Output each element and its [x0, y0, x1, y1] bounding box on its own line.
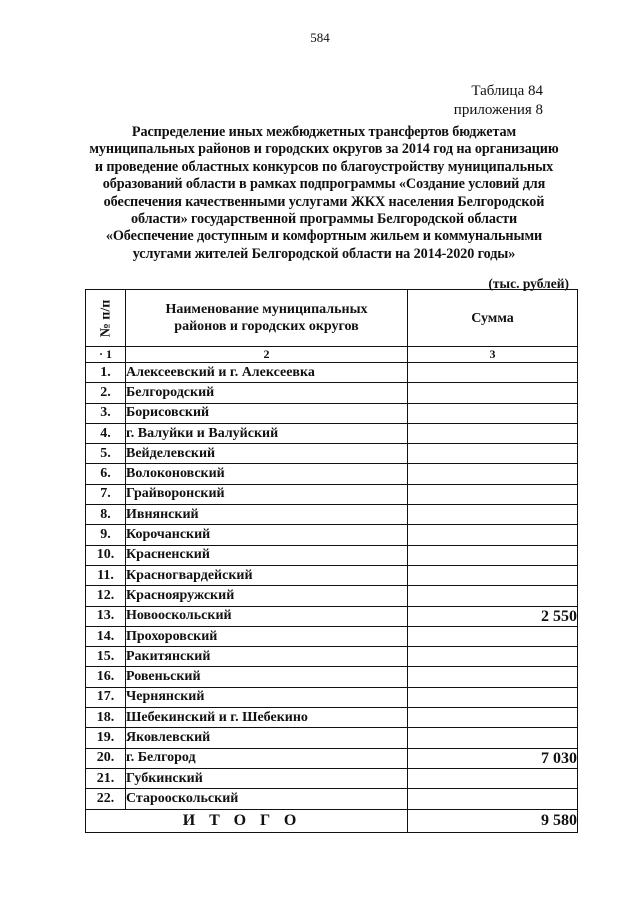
row-number: 19. [86, 728, 126, 748]
row-sum: 7 030 [408, 748, 578, 768]
total-label: ИТОГО [86, 809, 408, 832]
row-name: Яковлевский [126, 728, 408, 748]
table-label-appendix: приложения 8 [453, 102, 543, 118]
row-sum [408, 565, 578, 585]
header-number [86, 290, 126, 347]
row-number: 3. [86, 403, 126, 423]
table-row [86, 423, 578, 443]
row-name: г. Белгород [126, 748, 408, 768]
row-number: 13. [86, 606, 126, 626]
distribution-table [85, 289, 578, 833]
header-name-line2: районов и городских округов [174, 319, 359, 334]
row-sum [408, 484, 578, 504]
row-number: 7. [86, 484, 126, 504]
row-name: Вейделевский [126, 444, 408, 464]
table-row [86, 789, 578, 809]
row-name: г. Валуйки и Валуйский [126, 423, 408, 443]
title-line: Распределение иных межбюджетных трансфертов бюджетам [131, 124, 517, 140]
row-name: Ровеньский [126, 667, 408, 687]
table-row [86, 606, 578, 626]
total-row [86, 809, 578, 832]
row-number: 15. [86, 647, 126, 667]
table-row [86, 464, 578, 484]
row-name: Грайворонский [126, 484, 408, 504]
row-number: 8. [86, 505, 126, 525]
row-name: Старооскольский [126, 789, 408, 809]
title-line: «Обеспечение доступным и комфортным жильем и коммунальными [105, 228, 543, 245]
row-name: Губкинский [126, 768, 408, 788]
table-body [86, 363, 578, 810]
title-line: обеспечения качественными услугами ЖКХ населения Белгородской [103, 193, 545, 210]
row-name: Чернянский [126, 687, 408, 707]
row-number: 21. [86, 768, 126, 788]
row-sum [408, 667, 578, 687]
row-sum [408, 464, 578, 484]
table-row [86, 586, 578, 606]
row-number: 4. [86, 423, 126, 443]
header-name-line1: Наименование муниципальных [165, 302, 368, 317]
row-name: Корочанский [126, 525, 408, 545]
row-name: Краснояружский [126, 586, 408, 606]
row-name: Красногвардейский [126, 565, 408, 585]
row-sum [408, 586, 578, 606]
row-sum [408, 403, 578, 423]
title-line: и проведение областных конкурсов по благоустройству муниципальных [94, 158, 554, 175]
row-name: Ракитянский [126, 647, 408, 667]
row-sum [408, 383, 578, 403]
row-sum [408, 525, 578, 545]
table-row [86, 444, 578, 464]
row-sum [408, 363, 578, 383]
page-number: 584 [310, 30, 330, 45]
row-name: Алексеевский и г. Алексеевка [126, 363, 408, 383]
row-sum [408, 423, 578, 443]
row-sum [408, 545, 578, 565]
row-number: 9. [86, 525, 126, 545]
column-index-row [86, 347, 578, 363]
total-sum: 9 580 [408, 809, 578, 832]
table-row [86, 505, 578, 525]
units-label: (тыс. рублей) [488, 276, 569, 291]
row-name: Новооскольский [126, 606, 408, 626]
column-index-2: 2 [126, 347, 408, 363]
row-name: Белгородский [126, 383, 408, 403]
table-row [86, 748, 578, 768]
table-row [86, 484, 578, 504]
table-header-row [86, 290, 578, 347]
row-name: Борисовский [126, 403, 408, 423]
row-number: 10. [86, 545, 126, 565]
table-row [86, 647, 578, 667]
table-row [86, 687, 578, 707]
header-sum: Сумма [408, 290, 578, 347]
row-sum [408, 768, 578, 788]
row-sum [408, 626, 578, 646]
row-number: 17. [86, 687, 126, 707]
table-row [86, 363, 578, 383]
row-name: Ивнянский [126, 505, 408, 525]
table-row [86, 525, 578, 545]
row-number: 20. [86, 748, 126, 768]
table-label [454, 82, 543, 120]
row-number: 11. [86, 565, 126, 585]
row-number: 14. [86, 626, 126, 646]
row-number: 5. [86, 444, 126, 464]
table-row [86, 728, 578, 748]
row-sum [408, 789, 578, 809]
row-name: Шебекинский и г. Шебекино [126, 708, 408, 728]
table-row [86, 708, 578, 728]
document-title [60, 124, 588, 263]
title-line: области» государственной программы Белгородской области [130, 211, 518, 228]
row-name: Волоконовский [126, 464, 408, 484]
row-name: Прохоровский [126, 626, 408, 646]
header-number-label: № п/п [98, 299, 113, 337]
row-number: 12. [86, 586, 126, 606]
row-sum [408, 647, 578, 667]
title-line: услугами жителей Белгородской области на 2014-2020 годы» [132, 245, 516, 262]
row-number: 16. [86, 667, 126, 687]
title-line: муниципальных районов и городских округов за 2014 год на организацию [89, 141, 559, 158]
table-row [86, 565, 578, 585]
table-row [86, 545, 578, 565]
row-sum: 2 550 [408, 606, 578, 626]
row-sum [408, 687, 578, 707]
table-row [86, 667, 578, 687]
title-line: образований области в рамках подпрограммы «Создание условий для [102, 176, 546, 193]
column-index-3: 3 [408, 347, 578, 363]
header-name [126, 290, 408, 347]
row-sum [408, 728, 578, 748]
row-number: 22. [86, 789, 126, 809]
table-row [86, 626, 578, 646]
row-number: 2. [86, 383, 126, 403]
row-sum [408, 708, 578, 728]
table-row [86, 403, 578, 423]
table-row [86, 768, 578, 788]
table-row [86, 383, 578, 403]
column-index-1: · 1 [86, 347, 126, 363]
row-number: 18. [86, 708, 126, 728]
table-label-number: Таблица 84 [471, 83, 543, 99]
row-number: 6. [86, 464, 126, 484]
row-sum [408, 505, 578, 525]
row-sum [408, 444, 578, 464]
row-number: 1. [86, 363, 126, 383]
row-name: Красненский [126, 545, 408, 565]
